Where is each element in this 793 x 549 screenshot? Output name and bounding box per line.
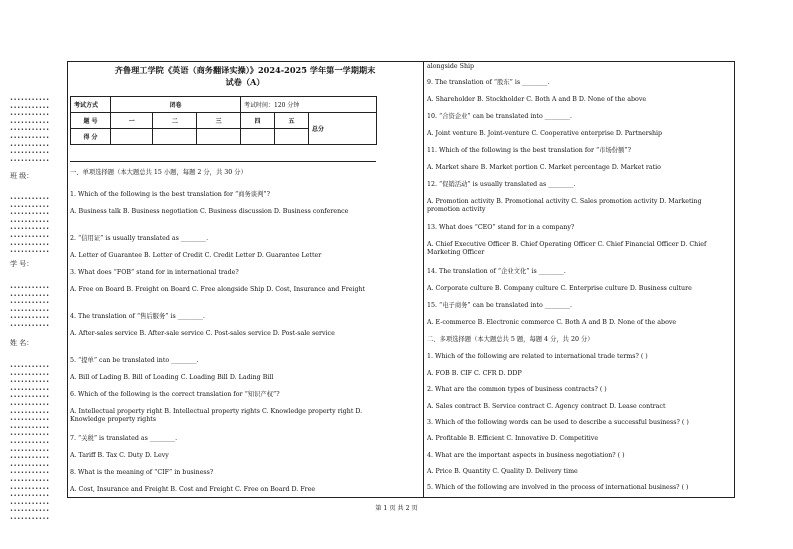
exam-method-label: 考试方式: [71, 97, 111, 113]
student-id-label: 学 号：: [10, 260, 34, 268]
score-label: 得 分: [71, 129, 111, 145]
question-text: 3. Which of the following words can be used to describe a successful business? ( ): [427, 419, 689, 426]
question-text: 6. Which of the following is the correct translation for “知识产权”?: [70, 391, 280, 398]
binding-dots-top: ••••••••••• ••••••••••• ••••••••••• ••••••••••• ••••••••••• ••••••••••• ••••••••••• ••••••••••• •••••••••••: [10, 97, 50, 164]
score-cell[interactable]: [111, 129, 153, 145]
col-5: 五: [275, 113, 309, 129]
question-options: A. Free on Board B. Freight on Board C. Free alongside Ship D. Cost, Insurance and Freight: [70, 286, 366, 293]
right-column: [427, 63, 732, 497]
score-cell[interactable]: [275, 129, 309, 145]
page-footer: 第 1 页 共 2 页: [375, 505, 418, 512]
question-options: A. Bill of Lading B. Bill of Loading C. Loading Bill D. Lading Bill: [70, 374, 274, 381]
question-text: 2. What are the common types of business contracts? ( ): [427, 386, 607, 393]
score-cell[interactable]: [241, 129, 275, 145]
question-text: 5. Which of the following are involved in the process of international business? ( ): [427, 484, 689, 491]
binding-dots-upper: ••••••••••• ••••••••••• ••••••••••• ••••••••••• ••••••••••• ••••••••••• ••••••••••• •••••••••••: [10, 196, 50, 256]
title-line-1: 齐鲁理工学院《英语（商务翻译实操）》2024-2025 学年第一学期期末: [114, 65, 376, 75]
total-label: 总分: [309, 113, 377, 145]
left-column: [70, 169, 380, 499]
question-text: 7. “关税” is translated as ________.: [70, 435, 178, 442]
col-2: 二: [153, 113, 197, 129]
score-table: [70, 96, 377, 145]
question-text: 5. “提单” can be translated into ________.: [70, 357, 199, 364]
question-options: A. Market share B. Market portion C. Market percentage D. Market ratio: [427, 164, 661, 171]
question-options: A. Chief Executive Officer B. Chief Operating Officer C. Chief Financial Officer D. Chief Marketing Officer: [427, 241, 707, 256]
col-1: 一: [111, 113, 153, 129]
question-options: A. E-commerce B. Electronic commerce C. Both A and B D. None of the above: [427, 319, 677, 326]
column-divider: [423, 61, 424, 498]
question-text: 1. Which of the following is the best translation for “商务谈判”?: [70, 191, 270, 198]
section-rule: [70, 161, 376, 162]
section1-heading: 一、单项选择题（本大题总共 15 小题，每题 2 分，共 30 分）: [70, 169, 247, 176]
question-text: 8. What is the meaning of “CIF” in business?: [70, 469, 214, 476]
question-options: A. Tariff B. Tax C. Duty D. Levy: [70, 452, 169, 459]
question-options: A. Profitable B. Efficient C. Innovative D. Competitive: [427, 435, 599, 442]
question-text: 3. What does “FOB” stand for in international trade?: [70, 269, 239, 276]
question-options: A. Joint venture B. Joint-venture C. Cooperative enterprise D. Partnership: [427, 130, 663, 137]
question-text: 11. Which of the following is the best translation for “市场份额”?: [427, 147, 631, 154]
binding-dots-bottom: ••••••••••• ••••••••••• ••••••••••• ••••••••••• ••••••••••• ••••••••••• ••••••••••• ••••••••••• ••••••••••• ••••••••••• ••••••••••• ••••••••••• ••••••••••• ••••••••••• ••••••••••• ••••••••••• ••••••••••• ••••••••••• ••••••••••• ••••••••••• •••••••••••: [10, 364, 50, 522]
exam-time: 考试时间：120 分钟: [241, 97, 377, 113]
score-cell[interactable]: [153, 129, 197, 145]
section2-heading: 二、多项选择题（本大题总共 5 题，每题 4 分，共 20 分）: [427, 336, 594, 343]
name-label: 姓 名：: [10, 339, 34, 347]
question-text: 4. What are the important aspects in business negotiation? ( ): [427, 452, 625, 459]
class-label: 班 级：: [10, 172, 34, 180]
question-text: 14. The translation of “企业文化” is ________.: [427, 268, 566, 275]
question-options: A. Intellectual property right B. Intellectual property rights C. Knowledge property right D. Knowledge property rights: [70, 408, 363, 423]
question-text: 10. “合资企业” can be translated into ________.: [427, 113, 572, 120]
score-cell[interactable]: [197, 129, 241, 145]
question-no-label: 题 号: [71, 113, 111, 129]
carry-over-text: alongside Ship: [427, 63, 475, 70]
question-options: A. Corporate culture B. Company culture C. Enterprise culture D. Business culture: [427, 285, 692, 292]
question-text: 9. The translation of “股东” is ________.: [427, 79, 550, 86]
question-options: A. Cost, Insurance and Freight B. Cost and Freight C. Free on Board D. Free: [70, 486, 316, 493]
question-text: 15. “电子商务” can be translated into ________.: [427, 302, 572, 309]
question-options: A. Price B. Quantity C. Quality D. Delivery time: [427, 468, 578, 475]
binding-dots-middle: ••••••••••• ••••••••••• ••••••••••• ••••••••••• ••••••••••• •••••••••••: [10, 285, 50, 329]
question-options: A. After-sales service B. After-sale service C. Post-sales service D. Post-sale service: [70, 330, 335, 337]
question-options: A. FOB B. CIF C. CFR D. DDP: [427, 370, 522, 377]
question-text: 1. Which of the following are related to international trade terms? ( ): [427, 353, 648, 360]
question-text: 2. “信用证” is usually translated as ________.: [70, 235, 209, 242]
question-text: 4. The translation of “售后服务” is ________.: [70, 313, 205, 320]
question-options: A. Shareholder B. Stockholder C. Both A and B D. None of the above: [427, 96, 647, 103]
title-line-2: 试卷（A）: [225, 77, 265, 87]
exam-method-value: 闭卷: [111, 97, 241, 113]
question-text: 12. “促销活动” is usually translated as ________.: [427, 181, 576, 188]
question-options: A. Letter of Guarantee B. Letter of Credit C. Credit Letter D. Guarantee Letter: [70, 252, 322, 259]
question-options: A. Business talk B. Business negotiation C. Business discussion D. Business conference: [70, 208, 349, 215]
question-options: A. Promotion activity B. Promotional activity C. Sales promotion activity D. Marketing promotion activity: [427, 198, 702, 213]
question-options: A. Sales contract B. Service contract C. Agency contract D. Lease contract: [427, 403, 666, 410]
col-3: 三: [197, 113, 241, 129]
page-title: [70, 64, 420, 88]
question-text: 13. What does “CEO” stand for in a company?: [427, 224, 575, 231]
col-4: 四: [241, 113, 275, 129]
